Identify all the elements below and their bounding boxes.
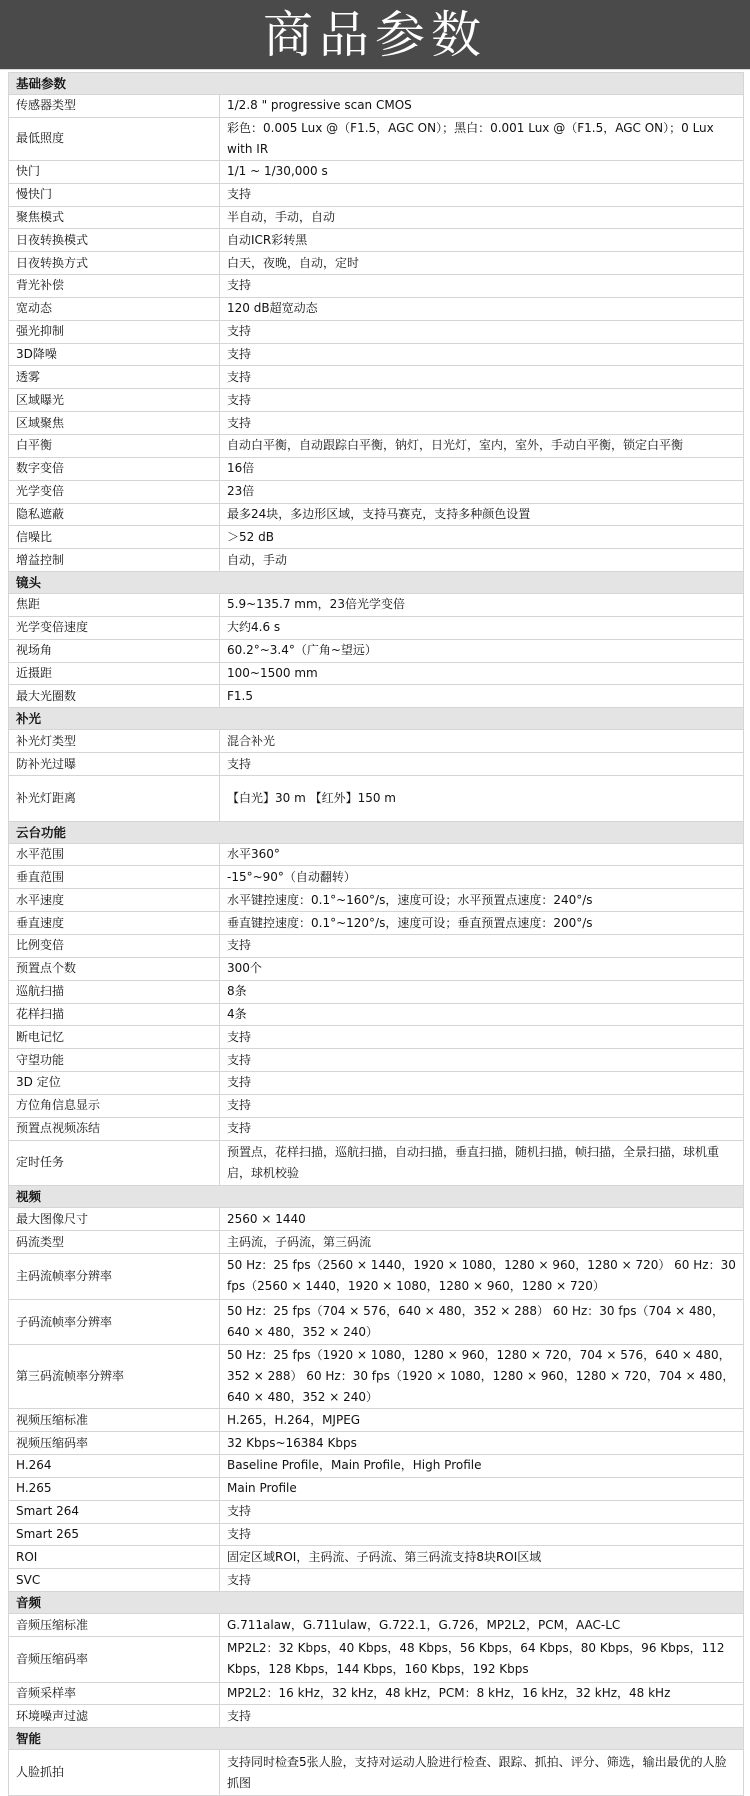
spec-label: 补光灯距离 <box>9 775 220 821</box>
spec-row <box>9 1208 744 1231</box>
spec-value: 支持 <box>220 1705 744 1728</box>
spec-label: 慢快门 <box>9 183 220 206</box>
spec-row <box>9 843 744 866</box>
spec-row <box>9 412 744 435</box>
section-header-row <box>9 1186 744 1208</box>
spec-label: 定时任务 <box>9 1140 220 1186</box>
spec-row <box>9 662 744 685</box>
spec-label: 信噪比 <box>9 526 220 549</box>
spec-label: 白平衡 <box>9 434 220 457</box>
spec-label: 断电记忆 <box>9 1026 220 1049</box>
spec-value: 支持 <box>220 935 744 958</box>
spec-value: 支持 <box>220 753 744 776</box>
spec-value: MP2L2：32 Kbps，40 Kbps，48 Kbps，56 Kbps，64 Kbps，80 Kbps，96 Kbps，112 Kbps，128 Kbps，144 Kbps，160 Kbps，192 Kbps <box>220 1636 744 1682</box>
spec-label: 补光灯类型 <box>9 730 220 753</box>
spec-label: 垂直速度 <box>9 912 220 935</box>
spec-row <box>9 1682 744 1705</box>
spec-label: Smart 264 <box>9 1500 220 1523</box>
spec-row <box>9 730 744 753</box>
spec-row <box>9 183 744 206</box>
spec-row <box>9 95 744 118</box>
spec-value: 固定区域ROI，主码流、子码流、第三码流支持8块ROI区域 <box>220 1546 744 1569</box>
spec-value: 水平360° <box>220 843 744 866</box>
page-title: 商品参数 <box>263 5 487 64</box>
spec-value: 8条 <box>220 980 744 1003</box>
spec-row <box>9 1636 744 1682</box>
section-header-row <box>9 73 744 95</box>
spec-label: 区域曝光 <box>9 389 220 412</box>
section-header-row <box>9 572 744 594</box>
spec-row <box>9 1140 744 1186</box>
spec-value: 大约4.6 s <box>220 616 744 639</box>
spec-label: 音频采样率 <box>9 1682 220 1705</box>
spec-value: 100~1500 mm <box>220 662 744 685</box>
spec-row <box>9 639 744 662</box>
spec-row <box>9 549 744 572</box>
spec-value: 60.2°~3.4°（广角~望远） <box>220 639 744 662</box>
spec-label: 守望功能 <box>9 1049 220 1072</box>
spec-value: 2560 × 1440 <box>220 1208 744 1231</box>
spec-label: 焦距 <box>9 594 220 617</box>
spec-value: 支持 <box>220 343 744 366</box>
spec-label: 防补光过曝 <box>9 753 220 776</box>
spec-row <box>9 1409 744 1432</box>
spec-row <box>9 1253 744 1299</box>
spec-row <box>9 297 744 320</box>
spec-row <box>9 1345 744 1409</box>
spec-value: Baseline Profile，Main Profile，High Profile <box>220 1455 744 1478</box>
spec-value: 水平键控速度：0.1°~160°/s，速度可设；水平预置点速度：240°/s <box>220 889 744 912</box>
spec-label: 视频压缩标准 <box>9 1409 220 1432</box>
spec-label: 最大光圈数 <box>9 685 220 708</box>
spec-label: 宽动态 <box>9 297 220 320</box>
spec-value: 300个 <box>220 957 744 980</box>
spec-row <box>9 117 744 160</box>
spec-row <box>9 1523 744 1546</box>
spec-label: Smart 265 <box>9 1523 220 1546</box>
spec-label: 隐私遮蔽 <box>9 503 220 526</box>
spec-label: 数字变倍 <box>9 457 220 480</box>
spec-row <box>9 1705 744 1728</box>
spec-label: 子码流帧率分辨率 <box>9 1299 220 1345</box>
spec-value: 5.9~135.7 mm，23倍光学变倍 <box>220 594 744 617</box>
section-title: 智能 <box>9 1728 744 1750</box>
spec-value: 支持 <box>220 1500 744 1523</box>
spec-value: 32 Kbps~16384 Kbps <box>220 1432 744 1455</box>
spec-value: 自动ICR彩转黑 <box>220 229 744 252</box>
spec-value: 支持 <box>220 183 744 206</box>
spec-row <box>9 980 744 1003</box>
spec-value: 50 Hz：25 fps（704 × 576，640 × 480，352 × 288） 60 Hz：30 fps（704 × 480，640 × 480，352 × 240） <box>220 1299 744 1345</box>
spec-row <box>9 594 744 617</box>
spec-label: 日夜转换模式 <box>9 229 220 252</box>
spec-row <box>9 480 744 503</box>
spec-label: 3D降噪 <box>9 343 220 366</box>
spec-value: Main Profile <box>220 1477 744 1500</box>
spec-row <box>9 889 744 912</box>
spec-row <box>9 366 744 389</box>
spec-label: 传感器类型 <box>9 95 220 118</box>
spec-label: 巡航扫描 <box>9 980 220 1003</box>
spec-value: 支持 <box>220 389 744 412</box>
spec-label: 光学变倍速度 <box>9 616 220 639</box>
spec-value: 支持 <box>220 1117 744 1140</box>
spec-row <box>9 1546 744 1569</box>
page-banner <box>0 0 750 70</box>
spec-label: 光学变倍 <box>9 480 220 503</box>
spec-label: SVC <box>9 1569 220 1592</box>
spec-value: 4条 <box>220 1003 744 1026</box>
spec-value: 预置点，花样扫描，巡航扫描，自动扫描，垂直扫描，随机扫描，帧扫描，全景扫描，球机重启，球机校验 <box>220 1140 744 1186</box>
spec-label: 音频压缩码率 <box>9 1636 220 1682</box>
section-title: 视频 <box>9 1186 744 1208</box>
spec-label: 快门 <box>9 160 220 183</box>
spec-row <box>9 1026 744 1049</box>
spec-row <box>9 935 744 958</box>
spec-label: 码流类型 <box>9 1231 220 1254</box>
spec-label: 最低照度 <box>9 117 220 160</box>
spec-label: 区域聚焦 <box>9 412 220 435</box>
spec-label: ROI <box>9 1546 220 1569</box>
spec-label: 预置点个数 <box>9 957 220 980</box>
spec-value: 支持 <box>220 275 744 298</box>
spec-value: 120 dB超宽动态 <box>220 297 744 320</box>
spec-row <box>9 434 744 457</box>
spec-label: 视频压缩码率 <box>9 1432 220 1455</box>
spec-label: 强光抑制 <box>9 320 220 343</box>
spec-row <box>9 1299 744 1345</box>
spec-row <box>9 1231 744 1254</box>
spec-row <box>9 685 744 708</box>
spec-row <box>9 1003 744 1026</box>
spec-row <box>9 275 744 298</box>
spec-label: 人脸抓拍 <box>9 1750 220 1796</box>
spec-row <box>9 1049 744 1072</box>
spec-value: 【白光】30 m 【红外】150 m <box>220 775 744 821</box>
spec-row <box>9 1432 744 1455</box>
spec-value: 最多24块，多边形区域，支持马赛克，支持多种颜色设置 <box>220 503 744 526</box>
spec-row <box>9 1614 744 1637</box>
section-header-row <box>9 708 744 730</box>
spec-value: 主码流，子码流，第三码流 <box>220 1231 744 1254</box>
spec-value: 支持 <box>220 1523 744 1546</box>
spec-row <box>9 1094 744 1117</box>
spec-value: 支持 <box>220 412 744 435</box>
spec-value: -15°~90°（自动翻转） <box>220 866 744 889</box>
spec-row <box>9 775 744 821</box>
spec-row <box>9 526 744 549</box>
spec-value: G.711alaw，G.711ulaw，G.722.1，G.726，MP2L2，PCM，AAC-LC <box>220 1614 744 1637</box>
spec-value: 支持同时检查5张人脸，支持对运动人脸进行检查、跟踪、抓拍、评分、筛选，输出最优的人脸抓图 <box>220 1750 744 1796</box>
spec-label: 主码流帧率分辨率 <box>9 1253 220 1299</box>
spec-value: 白天，夜晚，自动，定时 <box>220 252 744 275</box>
spec-value: 50 Hz：25 fps（1920 × 1080，1280 × 960，1280 × 720，704 × 576，640 × 480，352 × 288） 60 Hz：30 fps（1920 × 1080，1280 × 960，1280 × 720，704 × 480，640 × 480，352 × 240） <box>220 1345 744 1409</box>
spec-label: 花样扫描 <box>9 1003 220 1026</box>
spec-value: 50 Hz：25 fps（2560 × 1440，1920 × 1080，1280 × 960，1280 × 720） 60 Hz：30 fps（2560 × 1440，1920 × 1080，1280 × 960，1280 × 720） <box>220 1253 744 1299</box>
spec-row <box>9 457 744 480</box>
spec-label: H.264 <box>9 1455 220 1478</box>
spec-value: 支持 <box>220 320 744 343</box>
section-header-row <box>9 1728 744 1750</box>
spec-row <box>9 1477 744 1500</box>
spec-value: 支持 <box>220 1072 744 1095</box>
spec-value: F1.5 <box>220 685 744 708</box>
spec-row <box>9 1072 744 1095</box>
spec-value: 支持 <box>220 366 744 389</box>
spec-row <box>9 229 744 252</box>
spec-value: 1/1 ~ 1/30,000 s <box>220 160 744 183</box>
section-title: 音频 <box>9 1592 744 1614</box>
spec-label: 音频压缩标准 <box>9 1614 220 1637</box>
spec-value: 支持 <box>220 1094 744 1117</box>
section-title: 镜头 <box>9 572 744 594</box>
spec-row <box>9 160 744 183</box>
spec-label: 水平速度 <box>9 889 220 912</box>
spec-label: 聚焦模式 <box>9 206 220 229</box>
spec-row <box>9 252 744 275</box>
spec-row <box>9 753 744 776</box>
section-title: 云台功能 <box>9 821 744 843</box>
section-title: 基础参数 <box>9 73 744 95</box>
spec-value: 彩色：0.005 Lux @（F1.5，AGC ON）；黑白：0.001 Lux @（F1.5，AGC ON）；0 Lux with IR <box>220 117 744 160</box>
section-header-row <box>9 1592 744 1614</box>
spec-row <box>9 912 744 935</box>
spec-value: 支持 <box>220 1569 744 1592</box>
spec-label: 增益控制 <box>9 549 220 572</box>
spec-label: 近摄距 <box>9 662 220 685</box>
spec-row <box>9 389 744 412</box>
spec-value: 自动，手动 <box>220 549 744 572</box>
spec-label: 背光补偿 <box>9 275 220 298</box>
spec-row <box>9 1569 744 1592</box>
spec-label: 透雾 <box>9 366 220 389</box>
spec-label: 最大图像尺寸 <box>9 1208 220 1231</box>
spec-row <box>9 206 744 229</box>
spec-label: 日夜转换方式 <box>9 252 220 275</box>
spec-value: 混合补光 <box>220 730 744 753</box>
spec-row <box>9 503 744 526</box>
spec-label: 比例变倍 <box>9 935 220 958</box>
spec-value: ＞52 dB <box>220 526 744 549</box>
spec-label: 3D 定位 <box>9 1072 220 1095</box>
spec-value: 半自动，手动，自动 <box>220 206 744 229</box>
spec-row <box>9 343 744 366</box>
spec-label: 水平范围 <box>9 843 220 866</box>
spec-value: 16倍 <box>220 457 744 480</box>
spec-row <box>9 1117 744 1140</box>
spec-label: 垂直范围 <box>9 866 220 889</box>
spec-row <box>9 957 744 980</box>
section-header-row <box>9 821 744 843</box>
spec-row <box>9 1750 744 1796</box>
spec-value: 垂直键控速度：0.1°~120°/s，速度可设；垂直预置点速度：200°/s <box>220 912 744 935</box>
spec-row <box>9 866 744 889</box>
spec-value: MP2L2：16 kHz，32 kHz，48 kHz，PCM：8 kHz，16 kHz，32 kHz，48 kHz <box>220 1682 744 1705</box>
spec-value: H.265，H.264，MJPEG <box>220 1409 744 1432</box>
spec-label: 方位角信息显示 <box>9 1094 220 1117</box>
section-title: 补光 <box>9 708 744 730</box>
spec-row <box>9 320 744 343</box>
spec-value: 23倍 <box>220 480 744 503</box>
spec-label: 环境噪声过滤 <box>9 1705 220 1728</box>
spec-value: 支持 <box>220 1049 744 1072</box>
spec-row <box>9 616 744 639</box>
spec-label: 预置点视频冻结 <box>9 1117 220 1140</box>
spec-label: 视场角 <box>9 639 220 662</box>
spec-row <box>9 1455 744 1478</box>
spec-row <box>9 1500 744 1523</box>
spec-label: 第三码流帧率分辨率 <box>9 1345 220 1409</box>
spec-table <box>8 72 744 1796</box>
spec-value: 支持 <box>220 1026 744 1049</box>
spec-value: 自动白平衡，自动跟踪白平衡，钠灯，日光灯，室内，室外，手动白平衡，锁定白平衡 <box>220 434 744 457</box>
spec-value: 1/2.8 " progressive scan CMOS <box>220 95 744 118</box>
spec-label: H.265 <box>9 1477 220 1500</box>
